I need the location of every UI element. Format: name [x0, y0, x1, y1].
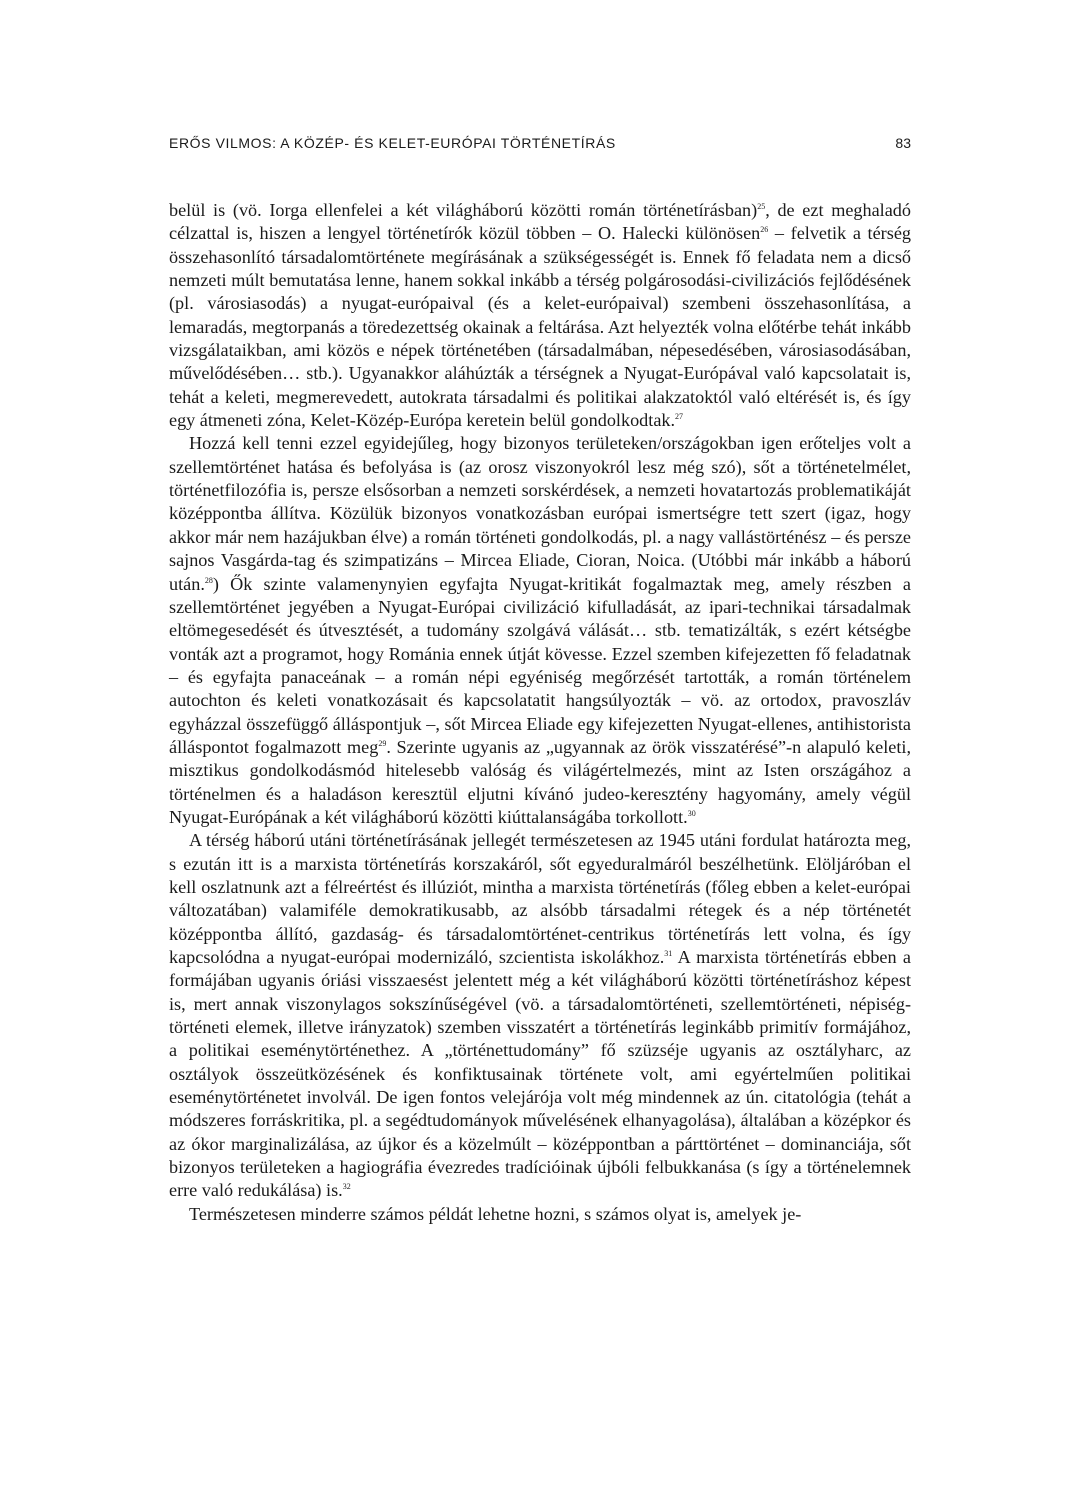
text-run: – felvetik a térség összehasonlító társadalomtörténete megírásának a szükségességét is. Ennek fő feladata nem a dicső nemzeti múlt bemutatása lenne, hanem sokkal inkább a térség polgárosodási-civilizációs fejlődésének (pl. városiasodás) a nyugat-európaival (és a kelet-európaival) szembeni összehasonlítása, a lemaradás, megtorpanás a töredezettség okainak a feltárása. Azt helyezték volna előtérbe tehát inkább vizsgálataikban, ami közös e népek történetében (társadalmában, népesedésében, városiasodásában, művelődésében… stb.). Ugyanakkor aláhúzták a térségnek a Nyugat-Európával való kapcsolatait is, tehát a keleti, megmerevedett, autokrata társadalmi és politikai alakzatoktól való eltérését is, és így egy átmeneti zóna, Kelet-Közép-Európa keretein belül gondolkodtak.	[169, 223, 911, 431]
footnote-reference[interactable]: 25	[757, 202, 766, 211]
text-run: Természetesen minderre számos példát lehetne hozni, s számos olyat is, amelyek je-	[189, 1203, 802, 1224]
footnote-reference[interactable]: 27	[675, 412, 684, 422]
paragraph	[169, 829, 911, 1203]
running-header-title: ERŐS VILMOS: A KÖZÉP- ÉS KELET-EURÓPAI TÖRTÉNETÍRÁS	[169, 135, 616, 151]
text-run: A térség háború utáni történetírásának jellegét természetesen az 1945 utáni fordulat határozta meg, s ezután itt is a marxista történetírás korszakáról, sőt egyeduralmáról beszélhetünk. Elöljáróban el kell oszlatnunk azt a félreértést és illúziót, mintha a marxista történetírás (főleg ebben a kelet-európai változatában) valamiféle demokratikusabb, az alsóbb társadalmi rétegek és a nép történetét középpontba állító, gazdaság- és társadalomtörténet-centrikus történetírás lett volna, és így kapcsolódna a nyugat-európai modernizáló, szcientista iskolákhoz.	[169, 830, 911, 967]
text-run: A marxista történetírás ebben a formájában ugyanis óriási visszaesést jelentett még a két világháború közötti történetíráshoz képest is, mert annak viszonylagos sokszínűségével (vö. a társadalomtörténeti, szellemtörténeti, népiségtörténeti elemek, illetve irányzatok) szemben visszatért a történetírás leginkább primitív formájához, a politikai eseménytörténethez. A „történettudomány” fő szüzséje ugyanis az osztályharc, az osztályok összeütközésének és konfiktusainak története volt, ami egyértelműen politikai eseménytörténetet involvál. De igen fontos velejárója volt még mindennek az ún. citatológia (tehát a módszeres forráskritika, pl. a segédtudományok művelésének elhanyagolása), általában a középkor és az ókor marginalizálása, az újkor és a közelmúlt – középpontban a párttörténet – dominanciája, sőt bizonyos területeken a hagiográfia évezredes tradícióinak újbóli felbukkanása (s így a történelemnek erre való redukálása) is.	[169, 947, 911, 1201]
footnote-reference[interactable]: 29	[378, 738, 387, 748]
running-header	[169, 135, 911, 155]
paragraph	[169, 199, 911, 432]
paragraph	[169, 1203, 911, 1226]
page-number: 83	[895, 135, 911, 151]
body-text	[169, 199, 911, 1226]
text-run: ) Ők szinte valamenynyien egyfajta Nyugat-kritikát fogalmaztak meg, amely részben a szellemtörténet jegyében a Nyugat-Európai civilizáció kifulladását, az ipari-technikai társadalmak eltömegesedését és útvesztését, a tudomány szolgává válását… stb. tematizálták, s ezért kétségbe vonták azt a programot, hogy Románia ennek útját kövesse. Ezzel szemben kifejezetten fő feladatnak – és egyfajta panaceának – a román népi egyéniség megőrzését tartották, a román történelem autochton és keleti vonatkozásait és kapcsolatatit hangsúlyozták – vö. az ortodox, pravoszláv egyházzal összefüggő álláspontjuk –, sőt Mircea Eliade egy kifejezetten Nyugat-ellenes, antihistorista álláspontot fogalmazott meg	[169, 573, 911, 757]
text-run: . Szerinte ugyanis az „ugyannak az örök visszatérésé”-n alapuló keleti, misztikus gondolkodásmód hitelesebb valóság és világértelmezés, mint az Isten országához a történelmen és a haladáson keresztül eljutni kívánó judeo-keresztény hagyomány, amely végül Nyugat-Európának a két világháború közötti kiúttalanságába torkollott.	[169, 736, 911, 827]
text-run: belül is (vö. Iorga ellenfelei a két világháború közötti román történetírásban)	[169, 200, 758, 220]
footnote-reference[interactable]: 26	[760, 225, 769, 235]
text-run: , de ezt meghaladó célzattal is, hiszen a lengyel történetírók közül többen – O. Halecki különösen	[169, 200, 911, 244]
text-run: Hozzá kell tenni ezzel egyidejűleg, hogy bizonyos területeken/országokban igen erőteljes volt a szellemtörténet hatása és befolyása is (az orosz viszonyokról lesz még szó), sőt a történetelmélet, történetfilozófia is, persze elsősorban a nemzeti sorskérdések, a nemzeti hovatartozás problematikáját középpontba állítva. Közülük bizonyos vonatkozásban európai ismertségre tett szert (igaz, hogy akkor már nem hazájukban élve) a román történeti gondolkodás, pl. a nagy vallástörténész – és persze sajnos Vasgárda-tag és szimpatizáns – Mircea Eliade, Cioran, Noica. (Utóbbi már inkább a háború után.	[169, 433, 911, 594]
footnote-reference[interactable]: 32	[342, 1182, 351, 1192]
footnote-reference[interactable]: 31	[664, 949, 673, 958]
paragraph	[169, 432, 911, 829]
footnote-reference[interactable]: 28	[204, 575, 213, 585]
footnote-reference[interactable]: 30	[687, 808, 696, 818]
